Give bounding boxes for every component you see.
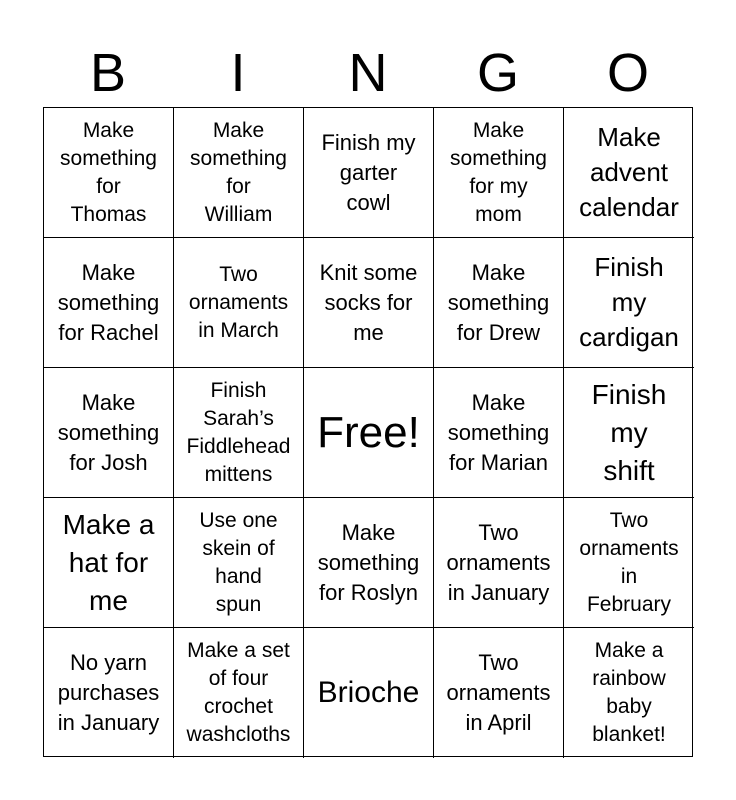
bingo-cell[interactable]: Make advent calendar [564, 108, 694, 238]
bingo-cell[interactable]: Finish my shift [564, 368, 694, 498]
bingo-cell[interactable]: Make a set of four crochet washcloths [174, 628, 304, 758]
bingo-grid [43, 107, 693, 757]
bingo-cell[interactable]: Make something for Josh [44, 368, 174, 498]
bingo-cell[interactable]: Finish my cardigan [564, 238, 694, 368]
bingo-cell[interactable]: Make something for Drew [434, 238, 564, 368]
bingo-cell[interactable]: Brioche [304, 628, 434, 758]
bingo-cell[interactable]: Make something for William [174, 108, 304, 238]
bingo-cell[interactable]: Two ornaments in April [434, 628, 564, 758]
header-letter-i: I [230, 43, 246, 103]
bingo-cell[interactable]: Two ornaments in February [564, 498, 694, 628]
bingo-cell[interactable]: Make something for my mom [434, 108, 564, 238]
bingo-cell[interactable]: Finish Sarah’s Fiddlehead mittens [174, 368, 304, 498]
bingo-cell[interactable]: Make a hat for me [44, 498, 174, 628]
bingo-header [43, 40, 693, 106]
header-letter-o: O [606, 43, 649, 103]
header-letter-n: N [348, 43, 388, 103]
bingo-cell[interactable]: Use one skein of hand spun [174, 498, 304, 628]
bingo-cell[interactable]: Two ornaments in March [174, 238, 304, 368]
bingo-cell[interactable]: Two ornaments in January [434, 498, 564, 628]
bingo-cell[interactable]: Knit some socks for me [304, 238, 434, 368]
bingo-cell[interactable]: Make a rainbow baby blanket! [592, 639, 666, 746]
bingo-cell[interactable]: Finish my garter cowl [304, 108, 434, 238]
header-letter-b: B [89, 43, 127, 103]
free-space-cell[interactable]: Free! [304, 368, 434, 498]
bingo-cell[interactable]: Make something for Rachel [44, 238, 174, 368]
bingo-cell[interactable]: Make something for Thomas [44, 108, 174, 238]
bingo-cell[interactable]: No yarn purchases in January [44, 628, 174, 758]
bingo-cell[interactable]: Make something for Marian [434, 368, 564, 498]
header-letter-g: G [476, 43, 519, 103]
bingo-cell[interactable]: Make something for Roslyn [304, 498, 434, 628]
